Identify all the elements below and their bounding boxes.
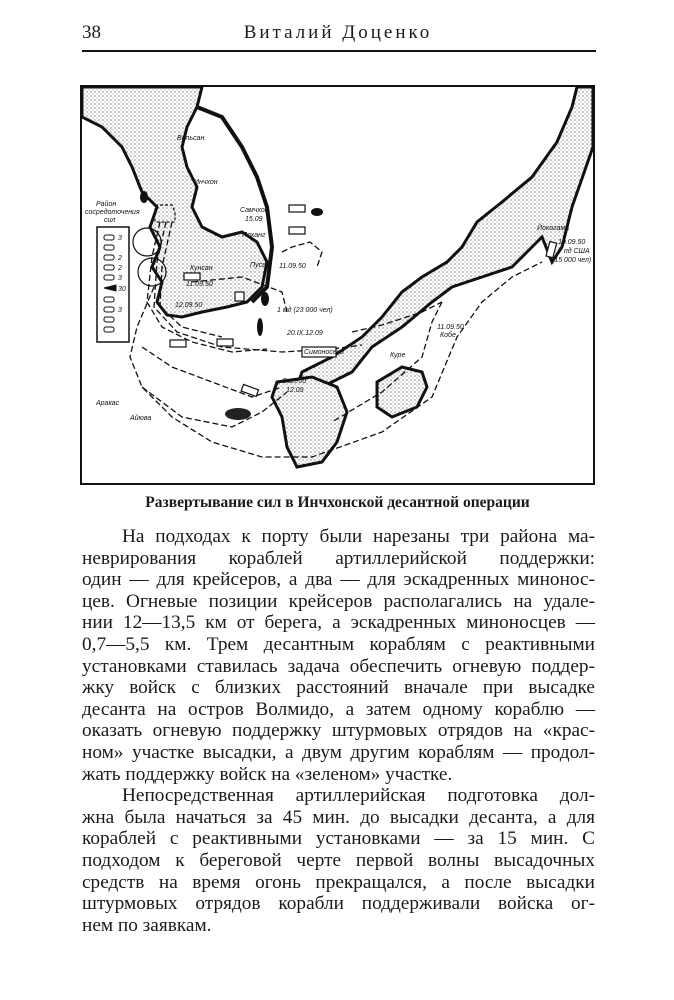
map-label-wonsan: Вопьсан — [177, 135, 205, 142]
text-line: ном» участке высадки, а двум другим кораблям — продол- — [82, 741, 595, 763]
header-rule — [82, 50, 596, 52]
map-label-yokohama: Йокогама — [537, 225, 570, 232]
map-label-pohang: Поханг — [242, 232, 266, 239]
map-label-rendezvous: 20.IX.12.09 — [287, 330, 323, 337]
text-line: кораблей с реактивными установками — за 15 мин. С — [82, 828, 595, 850]
text-line: На подходах к порту были нарезаны три района ма- — [122, 526, 595, 547]
paragraph-1 — [82, 526, 595, 785]
text-line: подходом к береговой черте первой волны высадочных — [82, 849, 595, 871]
map-label-pusan: Пусан — [250, 262, 270, 269]
text-line: жать поддержку войск на «зеленом» участке. — [82, 763, 453, 785]
operation-map — [82, 87, 593, 483]
map-label-kunsan: Кунсан — [190, 265, 213, 272]
map-figure — [80, 85, 595, 485]
text-line: установками ставилась задача обеспечить огневую поддер- — [82, 655, 595, 677]
text-line: штурмовых отрядов корабли поддерживали войска ог- — [82, 893, 595, 915]
map-label-us-division: 7 пд США — [558, 248, 590, 255]
map-label-sasebo-date: 12.09 — [286, 387, 304, 394]
legend-count: 3 — [118, 275, 122, 282]
page-number: 38 — [82, 22, 101, 43]
legend-count: 3 — [118, 307, 122, 314]
map-label-legend-title-2: сосредоточения — [85, 209, 140, 216]
text-line: один — для крейсеров, а два — для эскадренных минонос- — [82, 569, 595, 591]
map-label-kobe: Кобе — [440, 332, 456, 339]
running-title: Виталий Доценко — [243, 22, 433, 43]
text-line: 0,7—5,5 км. Трем десантным кораблям с реактивными — [82, 633, 595, 655]
map-label-kobe-date: 11.09.50 — [437, 324, 464, 331]
map-label-shimonoseki: Симоносеки — [304, 349, 344, 356]
text-line: нии 12—13,5 км от берега, а эскадренных миноносцев — — [82, 612, 595, 634]
map-label-kure: Куре — [390, 352, 406, 359]
text-line: Непосредственная артиллерийская подготовка дол- — [122, 785, 595, 807]
map-label-arakas: Аракас — [96, 400, 120, 407]
legend-count: 30 — [118, 286, 126, 293]
legend-count: 3 — [118, 235, 122, 242]
map-label-aiwa: Айюва — [130, 415, 152, 422]
japan-honshu — [297, 87, 593, 392]
map-label-samchok: Самчхок — [240, 207, 269, 214]
map-label-mokpo-date: 12.09.50 — [175, 302, 203, 309]
map-label-legend-title: Район — [96, 201, 117, 208]
figure-caption: Развертывание сил в Инчхонской десантной операции — [145, 494, 530, 511]
map-label-sasebo: Сасебо — [282, 378, 307, 385]
text-line: цев. Огневые позиции крейсеров располагались на удале- — [82, 590, 595, 612]
paragraph-2 — [82, 785, 595, 936]
text-line: оказать огневую поддержку штурмовых отрядов на «крас- — [82, 720, 595, 742]
map-label-legend-title-3: сил — [104, 217, 116, 224]
map-legend-box — [97, 227, 129, 342]
legend-count: 2 — [118, 255, 122, 262]
map-label-samchok-date: 15.09 — [245, 216, 263, 223]
text-line: жку войск с близких расстояний вначале при высадке — [82, 677, 595, 699]
map-label-kunsan-date: 11.09.50 — [186, 281, 213, 288]
map-label-division: 1 мд (23 000 чел) — [277, 307, 333, 314]
text-line: жна была начаться за 45 мин. до высадки десанта, а для — [82, 806, 595, 828]
page-header — [82, 18, 594, 48]
map-label-yokohama-date: 10.09.50 — [558, 239, 586, 246]
text-line: десанта на остров Волмидо, а затем одному кораблю — — [82, 698, 595, 720]
map-label-inchon: Инчхон — [194, 179, 218, 186]
text-line: неврирования кораблей артиллерийской поддержки: — [82, 547, 595, 569]
body-text — [82, 526, 595, 936]
legend-count: 2 — [118, 265, 122, 272]
map-label-us-division-strength: (15 000 чел) — [552, 257, 592, 264]
text-line: нем по заявкам. — [82, 914, 212, 936]
text-line: средств на время огонь прекращался, а после высадки — [82, 871, 595, 893]
japan-kyushu — [272, 377, 347, 467]
map-label-pusan-date: 11.09.50 — [279, 263, 306, 270]
